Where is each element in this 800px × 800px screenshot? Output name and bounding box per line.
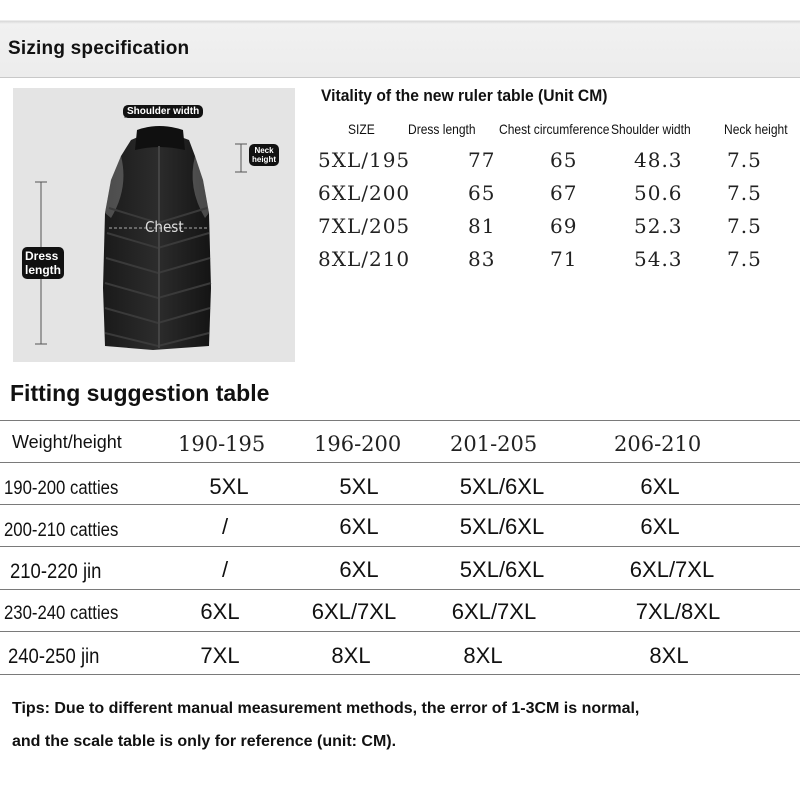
fitting-cell: 6XL <box>339 514 379 539</box>
spec-header-neck: Neck height <box>724 121 788 137</box>
fitting-cell: 5XL <box>209 474 249 499</box>
fitting-header-col: 206-210 <box>614 432 702 456</box>
fitting-cell: 5XL/6XL <box>459 474 545 499</box>
fitting-cell: 8XL <box>649 643 689 668</box>
spec-cell: 48.3 <box>634 148 683 172</box>
spec-cell: 7.5 <box>727 214 762 238</box>
fitting-cell: 6XL/7XL <box>451 599 537 624</box>
fitting-cell: 6XL/7XL <box>311 599 397 624</box>
page-title: Sizing specification <box>8 38 190 59</box>
fitting-divider <box>0 589 800 590</box>
vest-diagram <box>13 88 295 362</box>
fitting-divider <box>0 674 800 675</box>
spec-cell: 83 <box>468 247 496 271</box>
fitting-divider <box>0 546 800 547</box>
fitting-cell: 8XL <box>331 643 371 668</box>
dress-length-label <box>22 247 64 279</box>
fitting-cell: 6XL <box>640 514 680 539</box>
dress-length-label-line2: length <box>25 263 61 277</box>
spec-cell: 7.5 <box>727 181 762 205</box>
chest-label: Chest <box>145 218 184 236</box>
fitting-cell: 6XL <box>200 599 240 624</box>
fitting-header-col: 190-195 <box>178 432 266 456</box>
fitting-row-label: 240-250 jin <box>8 645 100 668</box>
fitting-row-label: 230-240 catties <box>4 603 119 624</box>
spec-cell: 52.3 <box>634 214 683 238</box>
fitting-divider <box>0 504 800 505</box>
spec-cell: 65 <box>550 148 578 172</box>
header-divider <box>0 77 800 78</box>
neck-height-label-line2: height <box>252 155 276 164</box>
spec-cell: 67 <box>550 181 578 205</box>
spec-table-title: Vitality of the new ruler table (Unit CM) <box>321 86 608 105</box>
spec-header-shoulder: Shoulder width <box>611 121 691 137</box>
fitting-cell: 7XL/8XL <box>635 599 721 624</box>
fitting-divider <box>0 462 800 463</box>
spec-cell: 5XL/195 <box>318 148 411 172</box>
fitting-cell: 6XL/7XL <box>629 557 715 582</box>
tips-line-2: and the scale table is only for reference (unit: CM). <box>12 733 397 750</box>
neck-height-label <box>249 144 279 166</box>
fitting-cell: / <box>221 514 229 539</box>
fitting-cell: 5XL <box>339 474 379 499</box>
spec-cell: 71 <box>550 247 578 271</box>
dress-length-label-line1: Dress <box>25 249 59 263</box>
spec-cell: 69 <box>550 214 578 238</box>
fitting-header-label: Weight/height <box>12 432 122 452</box>
fitting-cell: 6XL <box>640 474 680 499</box>
spec-header-chest: Chest circumference <box>499 121 610 137</box>
spec-cell: 7.5 <box>727 247 762 271</box>
spec-cell: 8XL/210 <box>318 247 411 271</box>
shoulder-width-label: Shoulder width <box>123 105 203 118</box>
spec-header-size: SIZE <box>348 121 375 137</box>
fitting-row-label: 200-210 catties <box>4 520 119 541</box>
fitting-table-title: Fitting suggestion table <box>10 380 270 406</box>
fitting-cell: 8XL <box>463 643 503 668</box>
spec-cell: 7.5 <box>727 148 762 172</box>
spec-cell: 6XL/200 <box>318 181 411 205</box>
neck-height-label-line1: Neck <box>254 146 274 155</box>
spec-cell: 7XL/205 <box>318 214 411 238</box>
fitting-divider <box>0 420 800 421</box>
fitting-cell: / <box>221 557 229 582</box>
spec-cell: 81 <box>468 214 496 238</box>
spec-cell: 77 <box>468 148 496 172</box>
tips-line-1: Tips: Due to different manual measurement methods, the error of 1-3CM is normal, <box>12 700 640 717</box>
fitting-header-col: 201-205 <box>450 432 538 456</box>
fitting-cell: 5XL/6XL <box>459 514 545 539</box>
spec-cell: 54.3 <box>634 247 683 271</box>
fitting-cell: 6XL <box>339 557 379 582</box>
fitting-cell: 7XL <box>200 643 240 668</box>
fitting-header-col: 196-200 <box>314 432 402 456</box>
spec-cell: 65 <box>468 181 496 205</box>
fitting-divider <box>0 631 800 632</box>
spec-header-dress-length: Dress length <box>408 121 476 137</box>
fitting-row-label: 210-220 jin <box>10 560 102 583</box>
fitting-cell: 5XL/6XL <box>459 557 545 582</box>
fitting-row-label: 190-200 catties <box>4 478 119 499</box>
spec-cell: 50.6 <box>634 181 683 205</box>
